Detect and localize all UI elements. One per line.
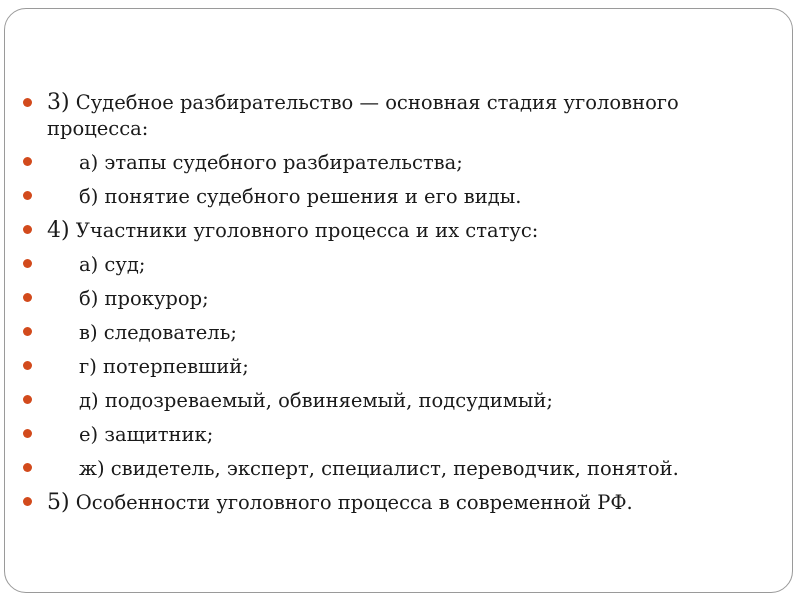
item-text: б) понятие судебного решения и его виды. [79,185,522,208]
bullet-icon [23,395,32,404]
bullet-icon [23,157,32,166]
bullet-list [23,90,763,523]
bullet-icon [23,191,32,200]
bullet-icon [23,497,32,506]
bullet-icon [23,429,32,438]
item-text: ж) свидетель, эксперт, специалист, переводчик, понятой. [79,457,679,480]
item-text: б) прокурор; [79,287,209,310]
item-text: Участники уголовного процесса и их статус: [69,219,539,242]
bullet-icon [23,225,32,234]
bullet-icon [23,463,32,472]
item-text: в) следователь; [79,321,237,344]
item-text: а) суд; [79,253,146,276]
list-item [23,251,763,278]
item-number: 5) [47,490,70,515]
list-item [23,353,763,380]
bullet-icon [23,293,32,302]
item-text: г) потерпевший; [79,355,249,378]
bullet-icon [23,259,32,268]
list-item [23,455,763,482]
list-item [23,319,763,346]
list-item [23,217,763,244]
item-number: 3) [47,90,70,115]
bullet-icon [23,361,32,370]
list-item [23,183,763,210]
list-item [23,90,763,142]
item-text: а) этапы судебного разбирательства; [79,151,463,174]
list-item [23,489,763,516]
item-text: е) защитник; [79,423,214,446]
list-item [23,285,763,312]
item-number: 4) [47,218,70,243]
item-text: Особенности уголовного процесса в современной РФ. [69,491,633,514]
item-text: Судебное разбирательство — основная стадия уголовного процесса: [47,91,679,140]
bullet-icon [23,327,32,336]
list-item [23,387,763,414]
bullet-icon [23,98,32,107]
list-item [23,421,763,448]
list-item [23,149,763,176]
item-text: д) подозреваемый, обвиняемый, подсудимый; [79,389,553,412]
